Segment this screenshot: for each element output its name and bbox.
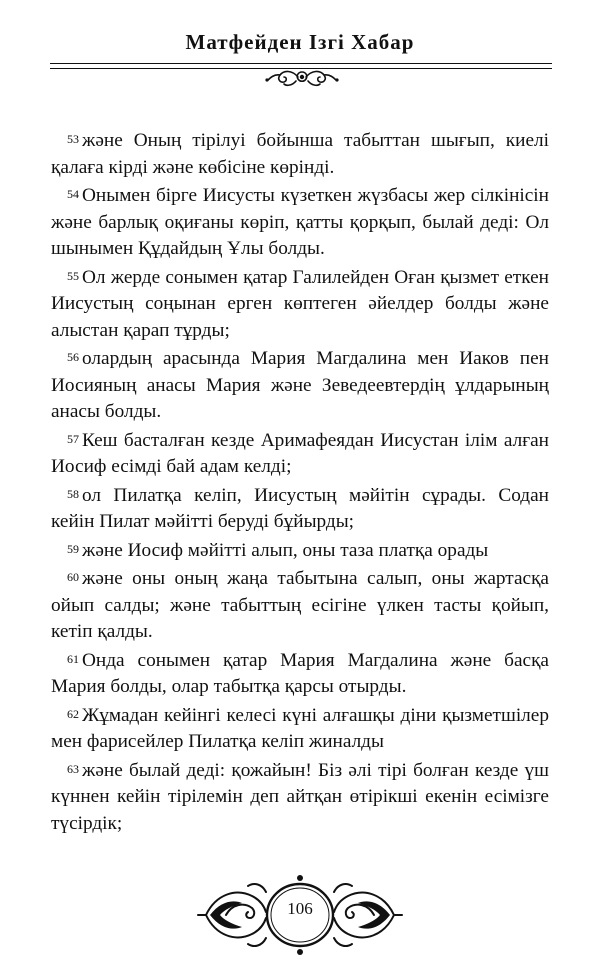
verse-text: олардың арасында Мария Магдалина мен Иаков пен Иосияның анасы Мария және Зеведеевтердің ұлдарының анасы болды. — [51, 348, 549, 422]
verse-number: 54 — [67, 187, 79, 201]
verse — [51, 758, 549, 838]
body-text — [51, 128, 549, 839]
verse-text: ол Пилатқа келіп, Иисустың мәйітін сұрады. Содан кейін Пилат мәйітті беруді бұйырды; — [51, 484, 549, 532]
verse-text: Онымен бірге Иисусты күзеткен жүзбасы жер сілкінісін және барлық оқиғаны көріп, қатты қорқып, былай деді: Ол шынымен Құдайдың Ұлы болды. — [51, 185, 549, 259]
header-title: Матфейден Ізгі Хабар — [185, 30, 415, 54]
verse — [51, 483, 549, 536]
header-ornament-icon — [262, 66, 342, 88]
verse — [51, 566, 549, 646]
verse-number: 56 — [67, 350, 79, 364]
verse-number: 60 — [67, 570, 79, 584]
verse-number: 62 — [67, 706, 79, 721]
verse-text: Онда сонымен қатар Мария Магдалина және басқа Мария болды, олар табытқа қарсы отырды. — [51, 649, 549, 697]
page-number: 106 — [287, 899, 313, 918]
verse-text: Ол жерде сонымен қатар Галилейден Оған қызмет еткен Иисустың соңынан ерген көптеген әйелдер болды және алыстан қарап тұрды; — [51, 266, 549, 341]
verse — [51, 703, 549, 756]
verse-text: Жұмадан кейінгі келесі күні алғашқы діни қызметшілер мен фарисейлер Пилатқа келіп жиналды — [51, 704, 549, 752]
verse — [51, 183, 549, 263]
verse — [51, 128, 549, 181]
verse — [51, 265, 549, 345]
verse — [51, 648, 549, 701]
verse — [51, 428, 549, 481]
verse-number: 59 — [67, 541, 79, 556]
verse-number: 61 — [67, 651, 79, 666]
verse-text: Кеш басталған кезде Аримафеядан Иисустан ілім алған Иосиф есімді бай адам келді; — [51, 429, 549, 477]
verse-text: және Иосиф мәйітті алып, оны таза платқа орады — [82, 539, 489, 561]
verse-text: және былай деді: қожайын! Біз әлі тірі болған кезде үш күннен кейін тірілемін деп айтқан өтірікші екенін есімізге түсірдік; — [51, 759, 549, 834]
verse-text: және оны оның жаңа табытына салып, оны жартасқа ойып салды; және табыттың есігіне үлкен тасты қойып, кетіп қалды. — [51, 568, 549, 642]
verse-number: 53 — [67, 132, 79, 146]
verse-number: 55 — [67, 268, 79, 283]
verse-number: 63 — [67, 761, 79, 776]
verse — [51, 346, 549, 426]
header-rule-top — [50, 63, 552, 64]
verse-number: 57 — [67, 431, 79, 446]
verse-text: және Оның тірілуі бойынша табыттан шығып, киелі қалаға кірді және көбісіне көрінді. — [51, 130, 549, 178]
verse-number: 58 — [67, 486, 79, 501]
verse — [51, 538, 549, 565]
